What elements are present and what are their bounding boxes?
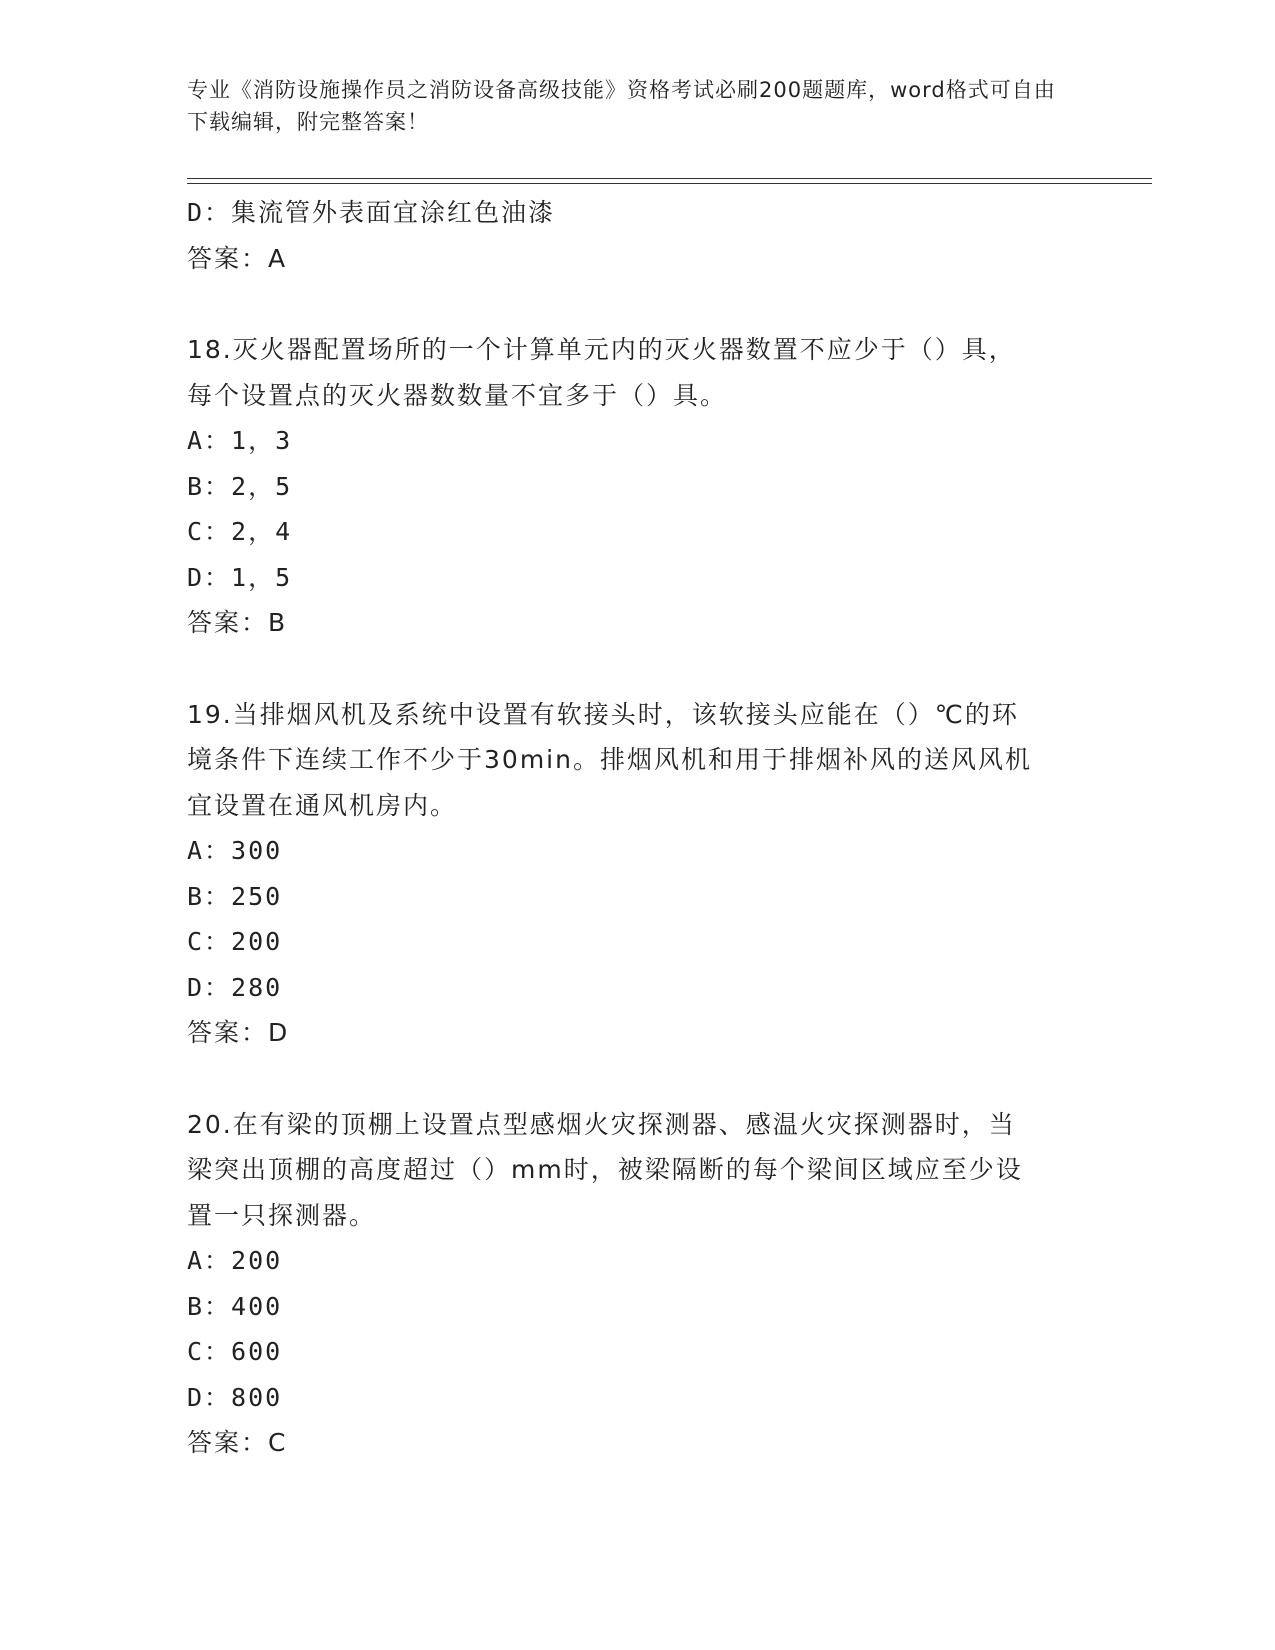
question-text-line: 境条件下连续工作不少于30min。排烟风机和用于排烟补风的送风风机 [187, 745, 1032, 774]
answer: 答案：C [187, 1428, 288, 1457]
question-18 [187, 327, 1087, 646]
question-text-line: 19.当排烟风机及系统中设置有软接头时，该软接头应能在（）℃的环 [187, 699, 1019, 729]
question-text-line: 宜设置在通风机房内。 [187, 790, 458, 820]
option-c: C：600 [187, 1337, 283, 1366]
option-b: B：400 [187, 1291, 283, 1321]
question-text-line: 置一只探测器。 [187, 1200, 377, 1230]
question-19 [187, 692, 1087, 1056]
question-20 [187, 1102, 1087, 1466]
question-text-line: 每个设置点的灭火器数数量不宜多于（）具。 [187, 380, 728, 410]
option-d: D：800 [187, 1382, 283, 1412]
option-b: B：2，5 [187, 471, 293, 501]
header-divider-top [187, 178, 1152, 179]
option-a: A：200 [187, 1246, 283, 1275]
option-a: A：300 [187, 836, 283, 865]
answer: 答案：B [187, 608, 288, 637]
option-a: A：1，3 [187, 426, 293, 455]
option-b: B：250 [187, 881, 283, 911]
option-d: D：280 [187, 972, 283, 1002]
question-text-line: 梁突出顶棚的高度超过（）mm时，被梁隔断的每个梁间区域应至少设 [187, 1155, 1023, 1184]
option-d: D：1，5 [187, 562, 293, 592]
header-divider-bottom [187, 183, 1152, 184]
document-header: 专业《消防设施操作员之消防设备高级技能》资格考试必刷200题题库，word格式可自由下载编辑，附完整答案！ [187, 78, 1056, 134]
option-c: C：200 [187, 927, 283, 956]
question-text-line: 18.灭火器配置场所的一个计算单元内的灭火器数置不应少于（）具， [187, 335, 1016, 364]
option-c: C：2，4 [187, 517, 293, 546]
document-body [187, 190, 1087, 1466]
previous-option-d: D：集流管外表面宜涂红色油漆 [187, 198, 556, 227]
previous-answer: 答案：A [187, 243, 288, 273]
answer: 答案：D [187, 1018, 290, 1047]
question-text-line: 20.在有梁的顶棚上设置点型感烟火灾探测器、感温火灾探测器时，当 [187, 1109, 1016, 1139]
